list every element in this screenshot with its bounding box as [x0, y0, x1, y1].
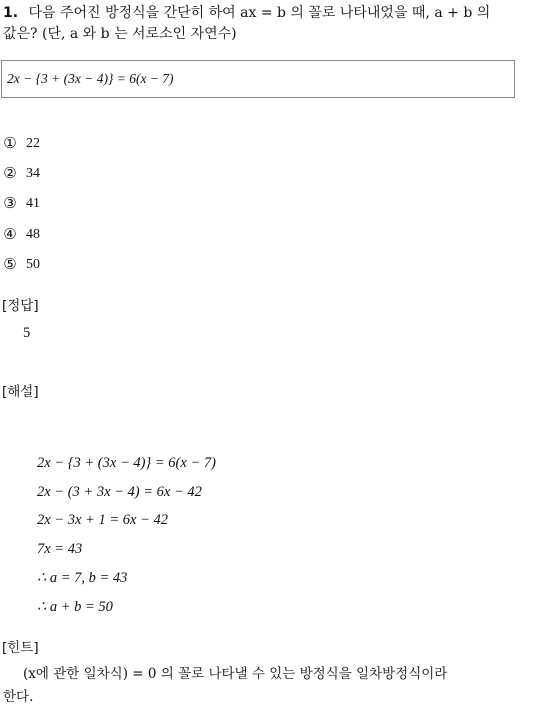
choice-5[interactable] [2, 255, 40, 275]
hint-line-1: (x에 관한 일차식) = 0 의 꼴로 나타낼 수 있는 방정식을 일차방정식이라 [23, 666, 448, 682]
choice-3-mark: ③ [3, 194, 17, 212]
choice-1-value: 22 [26, 136, 40, 151]
solution-step-3: 2x − 3x + 1 = 6x − 42 [37, 512, 168, 528]
question-text-1: 다음 주어진 방정식을 간단히 하여 ax = b 의 꼴로 나타내었을 때, a + b 의 [28, 5, 491, 21]
hint-line-2: 한다. [3, 689, 34, 705]
choice-1-mark: ① [3, 134, 17, 152]
choice-4-value: 48 [26, 227, 40, 242]
choice-4[interactable] [2, 225, 40, 245]
answer-label: [정답] [2, 298, 39, 314]
solution-step-4: 7x = 43 [37, 541, 83, 557]
question-line-1 [3, 4, 490, 22]
choice-4-mark: ④ [3, 225, 17, 243]
solution-label: [해설] [2, 384, 39, 400]
answer-value: 5 [23, 325, 31, 341]
choice-3[interactable] [2, 194, 40, 214]
choice-5-value: 50 [26, 257, 40, 272]
choice-3-value: 41 [26, 196, 40, 211]
equation-text: 2x − {3 + (3x − 4)} = 6(x − 7) [7, 71, 174, 86]
choice-2-value: 34 [26, 166, 40, 181]
solution-step-1: 2x − {3 + (3x − 4)} = 6(x − 7) [37, 455, 216, 471]
equation-box [1, 60, 515, 98]
choice-5-mark: ⑤ [3, 255, 17, 273]
choice-2-mark: ② [3, 164, 17, 182]
solution-step-5: ∴ a = 7, b = 43 [37, 570, 128, 586]
choice-1[interactable] [2, 134, 40, 154]
solution-step-2: 2x − (3 + 3x − 4) = 6x − 42 [37, 484, 202, 500]
question-line-2 [3, 25, 237, 43]
hint-label: [힌트] [2, 640, 39, 656]
solution-step-6: ∴ a + b = 50 [37, 599, 113, 615]
choice-2[interactable] [2, 164, 40, 184]
question-number: 1. [3, 5, 19, 21]
question-text-2: 값은? (단, a 와 b 는 서로소인 자연수) [3, 26, 237, 42]
